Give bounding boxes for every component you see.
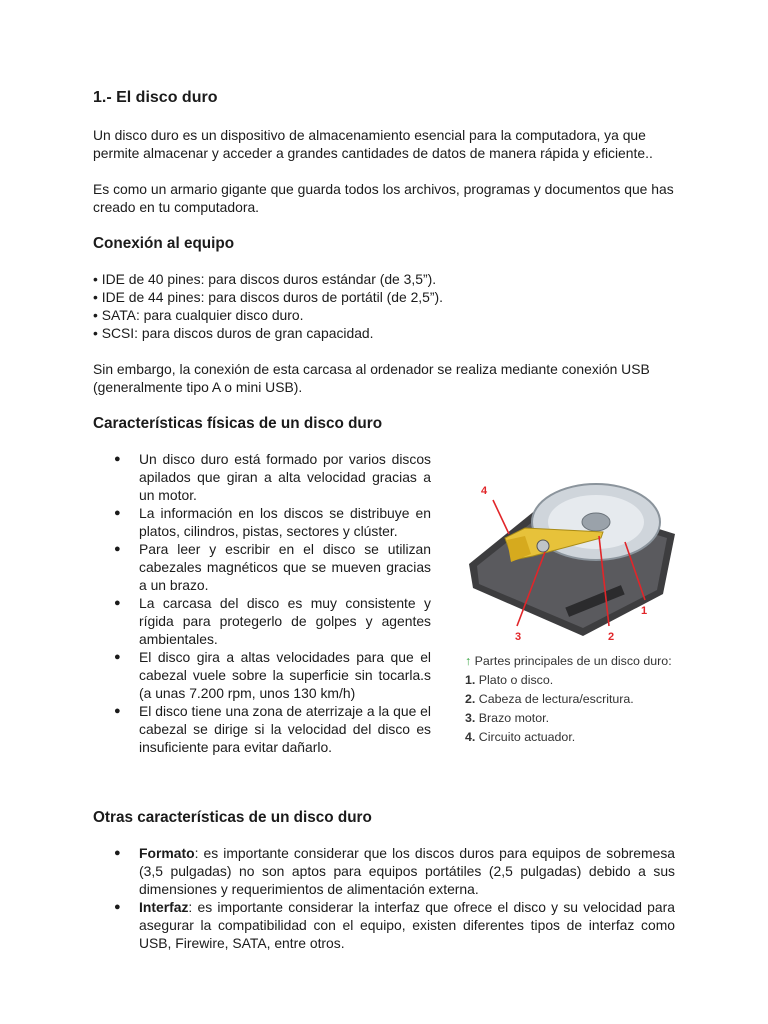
arm-pivot — [537, 540, 549, 552]
section-heading-fisicas: Características físicas de un disco duro — [93, 415, 383, 432]
list-item: • IDE de 44 pines: para discos duros de portátil (de 2,5”). — [93, 289, 443, 305]
bullet: ● — [114, 901, 121, 913]
intro-paragraph-2: Es como un armario gigante que guarda todos los archivos, programas y documentos que has creado en tu computadora. — [93, 181, 674, 215]
spindle — [582, 513, 610, 531]
caption-part: 1. Plato o disco. — [465, 673, 554, 687]
list-item: ● Para leer y escribir en el disco se utilizan cabezales magnéticos que se mueven gracias a un brazo. — [114, 541, 431, 593]
list-item: ● El disco gira a altas velocidades para que el cabezal vuele sobre la superficie sin tocarla.s (a unas 7.200 rpm, unos 130 km/h) — [114, 649, 431, 701]
otras-list — [93, 844, 675, 952]
section-heading-conexion: Conexión al equipo — [93, 235, 235, 252]
intro-paragraph-1: Un disco duro es un dispositivo de almacenamiento esencial para la computadora, ya que permite almacenar y acceder a grandes cantidades de datos de manera rápida y eficiente.. — [93, 127, 653, 161]
term: Formato — [139, 845, 195, 861]
marker-line-4 — [493, 500, 509, 534]
marker-label-3: 3 — [515, 631, 522, 643]
caption-part: 2. Cabeza de lectura/escritura. — [465, 692, 634, 706]
bullet: ● — [114, 705, 121, 717]
bullet: ● — [114, 597, 121, 609]
list-item: ● La información en los discos se distribuye en platos, cilindros, pistas, sectores y clúster. — [114, 505, 431, 539]
hard-disk-figure — [465, 476, 679, 747]
term: Interfaz — [139, 899, 189, 915]
list-item: ● Formato: es importante considerar que los discos duros para equipos de sobremesa (3,5 pulgadas) no son aptos para equipos portátiles (2,5 pulgadas) debido a sus dimensiones y requerimientos de alimentación externa. — [114, 845, 675, 897]
bullet: ● — [114, 651, 121, 663]
caption-part: 4. Circuito actuador. — [465, 730, 576, 744]
bullet: ● — [114, 507, 121, 519]
marker-label-4: 4 — [481, 485, 488, 497]
bullet: ● — [114, 453, 121, 465]
document-page — [93, 88, 675, 952]
bullet: ● — [114, 847, 121, 859]
figure-caption — [465, 652, 679, 747]
caption-title-line: ↑ Partes principales de un disco duro: — [465, 654, 672, 668]
section-heading-otras: Otras características de un disco duro — [93, 809, 372, 826]
list-item: ● El disco tiene una zona de aterrizaje a la que el cabezal se dirige si la velocidad del disco es insuficiente para evitar dañarlo. — [114, 703, 431, 755]
conexion-list — [93, 270, 675, 342]
list-item: ● Interfaz: es importante considerar la interfaz que ofrece el disco y su velocidad para asegurar la compatibilidad con el equipo, existen diferentes tipos de interfaz como USB, Firewire, SATA, entre otros. — [114, 899, 675, 951]
list-item: • IDE de 40 pines: para discos duros estándar (de 3,5”). — [93, 271, 437, 287]
conexion-note: Sin embargo, la conexión de esta carcasa al ordenador se realiza mediante conexión USB (generalmente tipo A o mini USB). — [93, 361, 650, 395]
bullet: ● — [114, 543, 121, 555]
fisicas-section — [93, 450, 675, 790]
list-item: • SCSI: para discos duros de gran capacidad. — [93, 325, 374, 341]
list-item: ● Un disco duro está formado por varios discos apilados que giran a alta velocidad gracias a un motor. — [114, 451, 431, 503]
fisicas-list — [93, 450, 431, 756]
marker-label-1: 1 — [641, 605, 648, 617]
page-title: 1.- El disco duro — [93, 89, 218, 106]
hard-disk-illustration — [465, 476, 679, 646]
marker-label-2: 2 — [608, 631, 615, 643]
list-item: ● La carcasa del disco es muy consistente y rígida para protegerlo de golpes y agentes ambientales. — [114, 595, 431, 647]
up-arrow-icon: ↑ — [465, 654, 472, 668]
list-item: • SATA: para cualquier disco duro. — [93, 307, 304, 323]
caption-part: 3. Brazo motor. — [465, 711, 550, 725]
